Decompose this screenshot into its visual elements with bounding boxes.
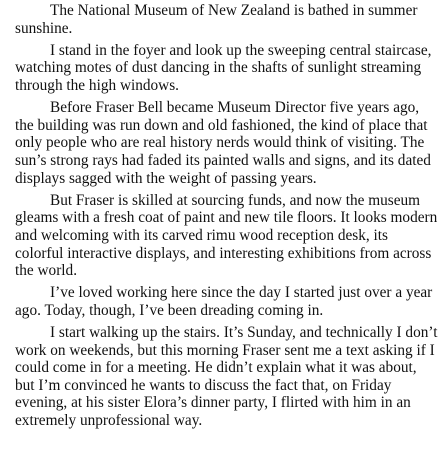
paragraph: I’ve loved working here since the day I started just over a year ago. Today, though, I’ve been dreading coming in. <box>15 284 433 319</box>
paragraph: The National Museum of New Zealand is bathed in summer sunshine. <box>15 2 418 37</box>
paragraph: I start walking up the stairs. It’s Sunday, and technically I don’t work on weekends, but this morning Fraser sent me a text asking if I could come in for a meeting. He didn’t explain what it was about, but I’m convinced he wants to discuss the fact that, on Friday evening, at his sister Elora’s dinner party, I flirted with him in an extremely unprofessional way. <box>15 324 438 430</box>
paragraph: I stand in the foyer and look up the sweeping central staircase, watching motes of dust dancing in the shafts of sunlight streaming through the high windows. <box>15 41 432 94</box>
paragraph: Before Fraser Bell became Museum Director five years ago, the building was run down and old fashioned, the kind of place that only people who are real history nerds would think of visiting. The sun’s strong rays had faded its painted walls and signs, and its dated displays sagged with the weight of passing years. <box>15 99 431 187</box>
paragraph: But Fraser is skilled at sourcing funds, and now the museum gleams with a fresh coat of paint and new tile floors. It looks modern and welcoming with its carved rimu wood reception desk, its colorful interactive displays, and interesting exhibitions from across the world. <box>15 191 438 280</box>
